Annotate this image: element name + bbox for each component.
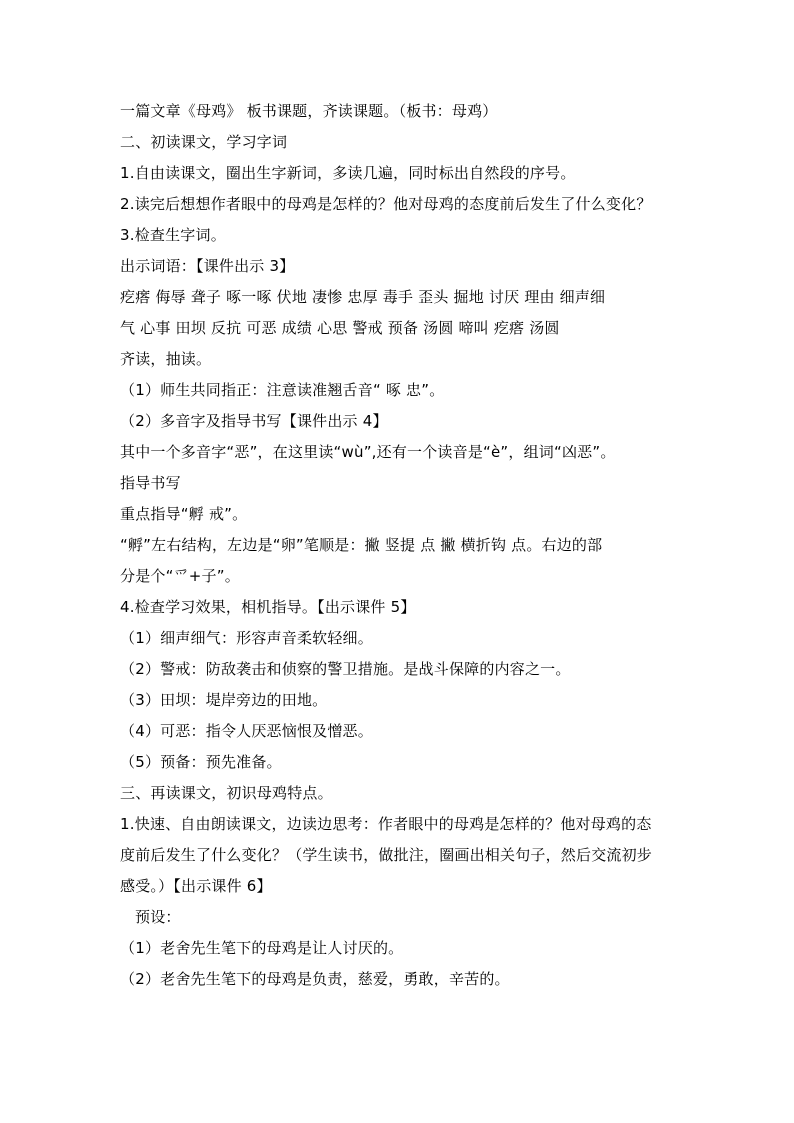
text-line: 1.自由读课文，圈出生字新词，多读几遍，同时标出自然段的序号。 (120, 164, 576, 182)
text-line: 一篇文章《母鸡》 板书课题，齐读课题。（板书：母鸡） (120, 102, 498, 120)
section-heading: 三、再读课文，初识母鸡特点。 (120, 784, 333, 802)
vocabulary-line: 气 心事 田坝 反抗 可恶 成绩 心思 警戒 预备 汤圆 啼叫 疙瘩 汤圆 (120, 319, 560, 337)
text-line: 3.检查生字词。 (120, 226, 226, 244)
section-heading: 二、初读课文，学习字词 (120, 133, 288, 151)
text-line: （1）师生共同指正：注意读准翘舌音“ 啄 忠”。 (120, 381, 445, 399)
text-line: 分是个“爫+子”。 (120, 567, 240, 585)
definition-line: （5）预备：预先准备。 (120, 753, 282, 771)
text-line: 指导书写 (120, 474, 181, 492)
text-line: 预设： (135, 908, 181, 926)
document-body (120, 96, 680, 995)
text-line: （2）老舍先生笔下的母鸡是负责，慈爱，勇敢，辛苦的。 (120, 970, 510, 988)
text-line: “孵”左右结构，左边是“卵”笔顺是：撇 竖提 点 撇 横折钩 点。右边的部 (120, 536, 603, 554)
definition-line: （2）警戒：防敌袭击和侦察的警卫措施。是战斗保障的内容之一。 (120, 660, 571, 678)
text-line: 其中一个多音字“恶”，在这里读“wù”,还有一个读音是“è”，组词“凶恶”。 (120, 443, 616, 461)
text-line: 度前后发生了什么变化？（学生读书，做批注，圈画出相关句子，然后交流初步 (120, 846, 653, 864)
definition-line: （1）细声细气：形容声音柔软轻细。 (120, 629, 373, 647)
definition-line: （4）可恶：指令人厌恶恼恨及憎恶。 (120, 722, 373, 740)
text-line: 4.检查学习效果，相机指导。【出示课件 5】 (120, 598, 416, 616)
text-line: 重点指导“孵 戒”。 (120, 505, 248, 523)
vocabulary-line: 疙瘩 侮辱 聋子 啄一啄 伏地 凄惨 忠厚 毒手 歪头 掘地 讨厌 理由 细声细 (120, 288, 606, 306)
text-line: （1）老舍先生笔下的母鸡是让人讨厌的。 (120, 939, 404, 957)
text-line: 1.快速、自由朗读课文，边读边思考：作者眼中的母鸡是怎样的？他对母鸡的态 (120, 815, 652, 833)
text-line: 感受。）【出示课件 6】 (120, 877, 272, 895)
text-line: 出示词语：【课件出示 3】 (120, 257, 295, 275)
definition-line: （3）田坝：堤岸旁边的田地。 (120, 691, 328, 709)
text-line: 齐读，抽读。 (120, 350, 212, 368)
text-line: 2.读完后想想作者眼中的母鸡是怎样的？他对母鸡的态度前后发生了什么变化？ (120, 195, 652, 213)
text-line: （2）多音字及指导书写【课件出示 4】 (120, 412, 388, 430)
